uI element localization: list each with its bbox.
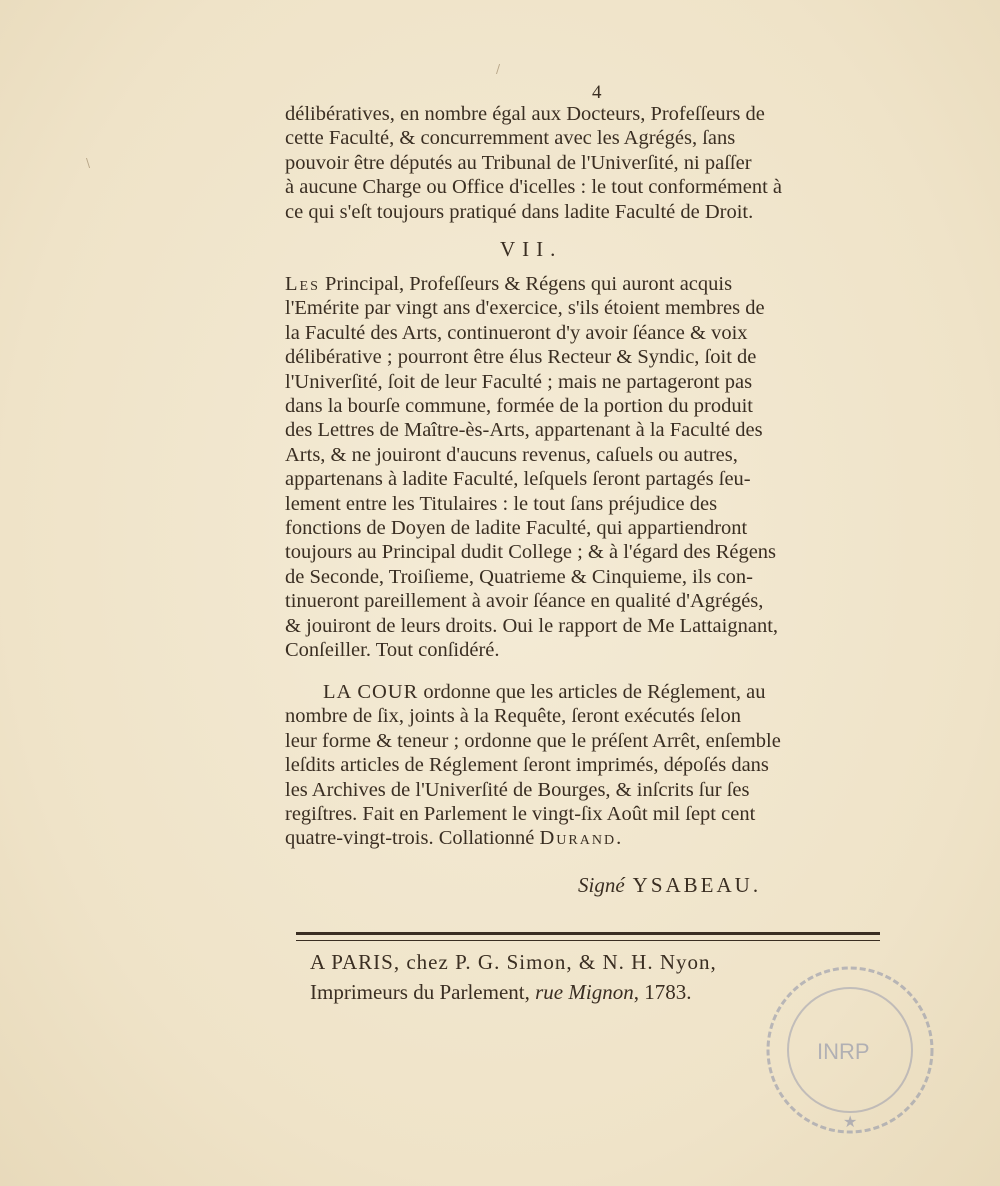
decree-clerk: Durand.	[539, 827, 624, 850]
imprint-street: rue Mignon	[535, 980, 634, 1004]
decree-body: ordonne que les articles de Réglement, au nombre de ſix, joints à la Requête, ſeront exécutés ſelon leur forme & teneur ; ordonne que le préſent Arrêt, enſemble leſdits articles de Réglement ſeront imprimés, dépoſés dans les Archives de l'Univerſité de Bourges, & inſcrits ſur ſes regiſtres. Fait en Parlement le vingt-ſix Août mil ſept cent quatre-vingt-trois. Collationné	[285, 681, 781, 850]
article-text	[285, 272, 883, 663]
svg-text:★: ★	[843, 1114, 858, 1131]
paragraph-continuation	[285, 102, 883, 224]
stamp-text: INRP	[817, 1039, 870, 1064]
signature	[578, 873, 761, 898]
article-body: Principal, Profeſſeurs & Régens qui auront acquis l'Emérite par vingt ans d'exercice, s'ils étoient membres de la Faculté des Arts, continueront d'y avoir ſéance & voix délibérative ; pourront être élus Recteur & Syndic, ſoit de l'Univerſité, ſoit de leur Faculté ; mais ne partageront pas dans la bourſe commune, formée de la portion du produit des Lettres de Maître-ès-Arts, appartenant à la Faculté des Arts, & ne jouiront d'aucuns revenus, caſuels ou autres, appartenans à ladite Faculté, leſquels ſeront partagés ſeu- lement entre les Titulaires : le tout ſans préjudice des fonctions de Doyen de ladite Faculté, qui appartiendront toujours au Principal dudit College ; & à l'égard des Régens de Seconde, Troiſieme, Quatrieme & Cinquieme, ils con- tinueront pareillement à avoir ſéance en qualité d'Agrégés, & jouiront de leurs droits. Oui le rapport de Me Lattaignant, Conſeiller. Tout conſidéré.	[285, 273, 779, 662]
decree-text	[285, 680, 883, 851]
imprint-printers: Imprimeurs du Parlement,	[310, 980, 536, 1004]
page-number: 4	[592, 82, 602, 103]
signature-label: Signé	[578, 873, 625, 897]
decree-lead: LA COUR	[323, 681, 419, 703]
decree-paragraph	[285, 680, 883, 851]
imprint-year: , 1783.	[633, 980, 692, 1004]
article-heading: VII.	[500, 237, 563, 261]
paper-speck: /	[496, 62, 501, 76]
article-initial: Les	[285, 273, 320, 295]
divider-rule	[296, 932, 880, 941]
paragraph-continuation-text: délibératives, en nombre égal aux Docteurs, Profeſſeurs de cette Faculté, & concurremment avec les Agrégés, ſans pouvoir être députés au Tribunal de l'Univerſité, ni paſſer à aucune Charge ou Office d'icelles : le tout conformément à ce qui s'eſt toujours pratiqué dans ladite Faculté de Droit.	[285, 103, 783, 223]
signature-name: YSABEAU.	[632, 873, 762, 897]
paper-speck: \	[86, 156, 91, 170]
library-stamp-icon	[745, 955, 955, 1145]
article-paragraph	[285, 272, 883, 663]
imprint-line-1: A PARIS, chez P. G. Simon, & N. H. Nyon,	[310, 950, 717, 974]
